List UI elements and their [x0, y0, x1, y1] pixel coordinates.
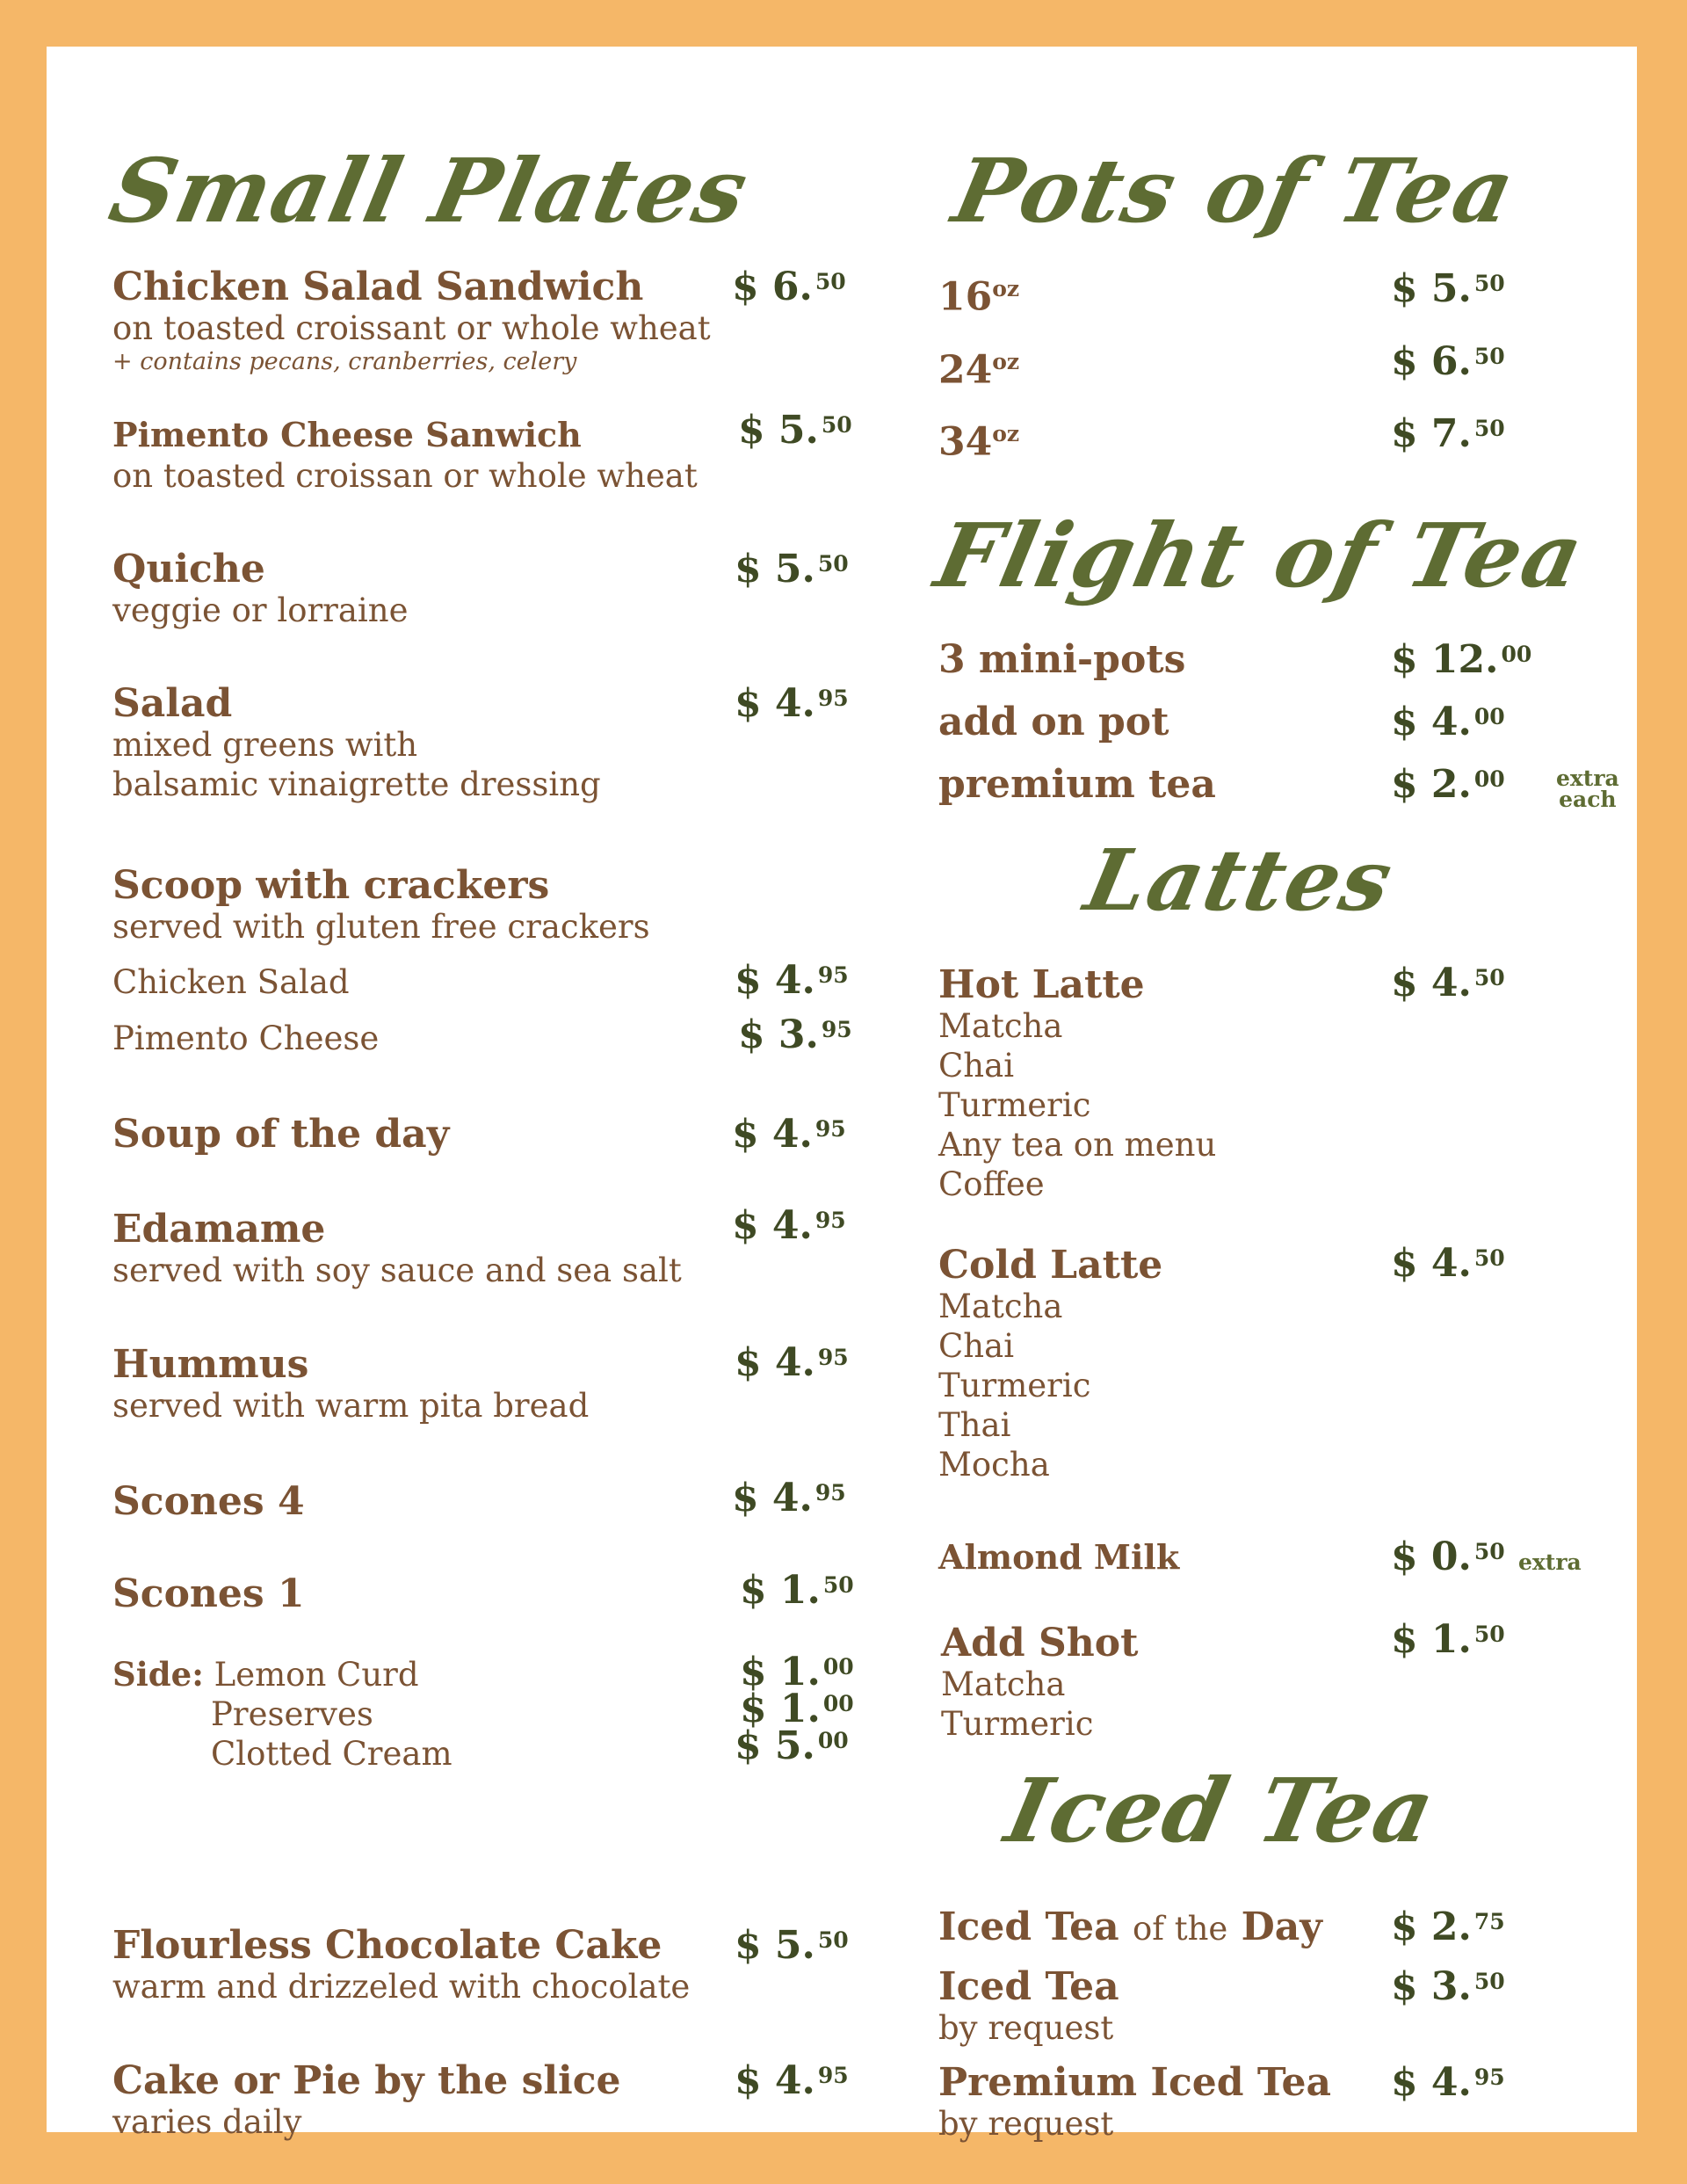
item-name: Cold Latte	[938, 1243, 1163, 1288]
latte-option: Chai	[938, 1047, 1015, 1085]
side-clotted-cream: Clotted Cream	[211, 1735, 453, 1773]
item-name: Scones 1	[112, 1571, 305, 1616]
lattes-heading: Lattes	[1076, 831, 1402, 930]
pot-size: $34^{oz}$	[938, 419, 1020, 465]
item-note: + contains pecans, cranberries, celery	[112, 348, 577, 375]
shot-option: Matcha	[941, 1665, 1066, 1703]
premium-tea-extra-note: extra each	[1556, 765, 1619, 812]
menu-item-scoop-with-crackers	[112, 865, 851, 1058]
item-price: $ 4. $^{95}$	[735, 2058, 849, 2103]
item-name: Chicken Salad Sandwich	[112, 265, 644, 309]
item-price: $ 3. $^{50}$	[1391, 1964, 1505, 2009]
item-desc: on toasted croissan or whole wheat	[112, 457, 698, 495]
item-price: $ 4. $^{50}$	[1391, 1241, 1505, 1286]
small-plates-heading: Small Plates	[101, 139, 758, 243]
item-price: $ 1. $^{50}$	[1391, 1617, 1505, 1662]
item-name: Pimento Cheese Sanwich	[112, 415, 582, 454]
item-name: Add Shot	[941, 1621, 1139, 1665]
flight-mini-pots	[938, 639, 1641, 681]
latte-option: Turmeric	[938, 1086, 1091, 1124]
menu-item-quiche	[112, 548, 851, 630]
pot-size: $24^{oz}$	[938, 347, 1020, 393]
menu-item-flourless-chocolate-cake	[112, 1925, 851, 2006]
item-name: Iced Tea	[938, 1964, 1119, 2009]
latte-add-shot	[938, 1617, 1641, 1744]
latte-almond-milk	[938, 1536, 1641, 1578]
item-name: add on pot	[938, 700, 1169, 744]
side-lemon-curd-price: $ 1. $^{00}$	[740, 1650, 854, 1694]
item-desc: veggie or lorraine	[112, 591, 409, 629]
menu-item-cake-or-pie	[112, 2060, 851, 2142]
latte-option: Turmeric	[938, 1367, 1091, 1404]
item-price: $ 4. $^{95}$	[1391, 2060, 1505, 2105]
item-price: $ 4. $^{95}$	[732, 1203, 846, 1248]
shot-option: Turmeric	[941, 1705, 1094, 1743]
item-desc: warm and drizzeled with chocolate	[112, 1968, 691, 2006]
menu-item-scones-1	[112, 1568, 854, 1616]
item-desc-line2: balsamic vinaigrette dressing	[112, 765, 601, 803]
iced-tea-heading: Iced Tea	[997, 1759, 1444, 1862]
item-name: Soup of the day	[112, 1112, 450, 1157]
iced-tea-by-request	[938, 1966, 1641, 2048]
pot-34oz	[938, 413, 1641, 464]
item-name: 3 mini-pots	[938, 637, 1186, 682]
item-desc: served with soy sauce and sea salt	[112, 1252, 682, 1289]
item-price: $ 1. $^{50}$	[740, 1568, 854, 1613]
side-preserves: Preserves	[211, 1695, 373, 1733]
latte-hot	[938, 961, 1641, 1204]
item-name: Salad	[112, 681, 233, 726]
premium-iced-tea	[938, 2062, 1641, 2144]
latte-option: Thai	[938, 1406, 1011, 1444]
side-preserves-price: $ 1. $^{00}$	[740, 1687, 854, 1731]
pot-size: $16^{oz}$	[938, 274, 1020, 320]
menu-item-edamame	[112, 1203, 851, 1290]
item-name: Cake or Pie by the slice	[112, 2058, 621, 2103]
item-desc: served with warm pita bread	[112, 1387, 590, 1425]
pot-price: $ 5. $^{50}$	[1391, 266, 1505, 311]
item-price: $ 4. $^{95}$	[732, 1112, 846, 1157]
menu-item-scones-4	[112, 1476, 851, 1524]
item-price: $ 4. $^{00}$	[1391, 700, 1505, 744]
item-name: Premium Iced Tea	[938, 2060, 1332, 2105]
item-name: Quiche	[112, 547, 265, 591]
item-name: Flourless Chocolate Cake	[112, 1923, 662, 1968]
side-lemon-curd: Lemon Curd	[214, 1656, 419, 1694]
item-name: Almond Milk	[938, 1537, 1180, 1577]
scoop-option-pimento-cheese-price: $ 3. $^{95}$	[738, 1012, 852, 1057]
item-name: Iced Tea of the Day	[938, 1905, 1322, 1949]
menu-item-soup	[112, 1114, 851, 1156]
item-desc-line1: mixed greens with	[112, 726, 418, 764]
latte-option: Mocha	[938, 1446, 1050, 1484]
item-name: Scoop with crackers	[112, 863, 550, 908]
item-price: $ 5. $^{50}$	[735, 547, 849, 591]
menu-item-salad	[112, 683, 851, 804]
menu-item-chicken-salad-sandwich	[112, 266, 851, 376]
item-price: $ 5. $^{50}$	[735, 1923, 849, 1968]
menu-item-pimento-cheese-sandwich	[112, 408, 852, 496]
item-name: premium tea	[938, 762, 1216, 807]
flight-of-tea-heading: Flight of Tea	[927, 504, 1594, 607]
item-price: $ 0. $^{50}$ extra	[1391, 1535, 1582, 1579]
scoop-option-chicken-salad: Chicken Salad	[112, 963, 350, 1001]
item-desc: by request	[938, 2105, 1114, 2143]
item-price: $ 4. $^{95}$	[735, 1340, 849, 1385]
menu-item-sides	[112, 1650, 854, 1774]
pot-price: $ 6. $^{50}$	[1391, 339, 1505, 384]
item-price: $ 4. $^{95}$	[732, 1476, 846, 1520]
item-desc: on toasted croissant or whole wheat	[112, 309, 711, 347]
latte-option: Any tea on menu	[938, 1126, 1217, 1164]
pot-24oz	[938, 341, 1641, 392]
scoop-option-chicken-salad-price: $ 4. $^{95}$	[735, 958, 849, 1003]
item-name: Hot Latte	[938, 962, 1145, 1007]
menu-item-hummus	[112, 1340, 851, 1426]
item-name: Scones 4	[112, 1479, 305, 1524]
latte-option: Coffee	[938, 1165, 1045, 1203]
item-price: $ 4. $^{50}$	[1391, 961, 1505, 1005]
pots-of-tea-heading: Pots of Tea	[945, 139, 1524, 243]
item-price: $ 4. $^{95}$	[735, 681, 849, 726]
side-clotted-cream-price: $ 5. $^{00}$	[735, 1723, 849, 1768]
item-name: Edamame	[112, 1207, 326, 1252]
item-desc: by request	[938, 2009, 1114, 2047]
pot-16oz	[938, 268, 1641, 319]
side-label: Side:	[112, 1655, 204, 1694]
flight-add-on-pot	[938, 701, 1641, 744]
item-price: $ 2. $^{75}$	[1391, 1905, 1505, 1949]
item-price: $ 6. $^{50}$	[732, 265, 846, 309]
scoop-option-pimento-cheese: Pimento Cheese	[112, 1019, 380, 1057]
item-desc: served with gluten free crackers	[112, 908, 650, 946]
latte-option: Chai	[938, 1327, 1015, 1365]
pot-price: $ 7. $^{50}$	[1391, 411, 1505, 456]
flight-premium-tea	[938, 762, 1641, 812]
item-price: $ 12. $^{00}$	[1391, 637, 1532, 682]
latte-option: Matcha	[938, 1288, 1063, 1325]
menu-page	[47, 47, 1637, 2143]
item-price: $ 2. $^{00}$	[1391, 762, 1505, 807]
iced-tea-of-the-day	[938, 1906, 1641, 1950]
item-desc: varies daily	[112, 2103, 302, 2141]
latte-cold	[938, 1241, 1641, 1484]
item-name: Hummus	[112, 1342, 309, 1387]
item-price: $ 5. $^{50}$	[738, 408, 852, 453]
latte-option: Matcha	[938, 1007, 1063, 1045]
